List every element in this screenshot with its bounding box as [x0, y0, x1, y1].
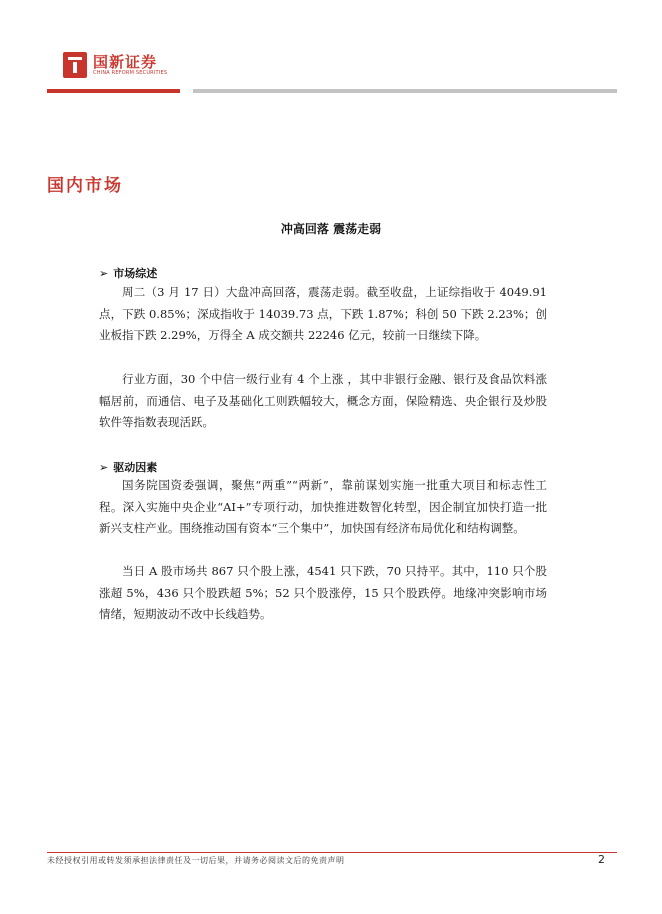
footer-disclaimer: 未经授权引用或转发须承担法律责任及一切后果，并请务必阅读文后的免责声明 [47, 856, 345, 865]
logo-text [93, 54, 167, 76]
company-logo [63, 51, 167, 79]
subheading-label: 驱动因素 [113, 461, 158, 474]
paragraph-industry: 行业方面，30 个中信一级行业有 4 个上涨 ，其中非银行金融、银行及食品饮料涨幅居前，而通信、电子及基础化工则跌幅较大，概念方面，保险精选、央企银行及炒股软件等指数表现活跃。 [99, 372, 547, 429]
logo-chinese-name: 国新证券 [93, 53, 158, 71]
arrow-bullet-icon: ➢ [99, 461, 109, 474]
paragraph-policy: 国务院国资委强调，聚焦“两重”“两新”，靠前谋划实施一批重大项目和标志性工程。深入实施中央企业“AI+”专项行动，加快推进数智化转型，因企制宜加快打造一批新兴支柱产业。围绕推动国有资本“三个集中”，加快国有经济布局优化和结构调整。 [99, 478, 547, 535]
section-title: 国内市场 [47, 176, 123, 196]
header-divider-bar [193, 89, 617, 93]
subheading-label: 市场综述 [113, 267, 158, 280]
header-accent-bar [47, 89, 180, 93]
footer-divider [47, 852, 617, 853]
subheading-market-overview [99, 265, 157, 281]
subheading-drivers [99, 459, 157, 475]
paragraph-market-breadth: 当日 A 股市场共 867 只个股上涨，4541 只下跌，70 只持平。其中，110 只个股涨超 5%，436 只个股跌超 5%；52 只个股涨停，15 只个股跌停。地缘冲突影响市场情绪，短期波动不改中长线趋势。 [99, 564, 547, 621]
logo-mark-icon [63, 52, 87, 78]
arrow-bullet-icon: ➢ [99, 267, 109, 280]
page-number: 2 [598, 853, 605, 866]
logo-english-name: CHINA REFORM SECURITIES [93, 70, 168, 76]
paragraph-market-summary: 周二（3 月 17 日）大盘冲高回落，震荡走弱。截至收盘，上证综指收于 4049.91 点，下跌 0.85%；深成指收于 14039.73 点，下跌 1.87%；科创 50 下跌 2.23%；创业板指下跌 2.29%，万得全 A 成交额共 22246 亿元，较前一日继续下降。 [99, 285, 547, 342]
article-title: 冲高回落 震荡走弱 [280, 222, 382, 236]
